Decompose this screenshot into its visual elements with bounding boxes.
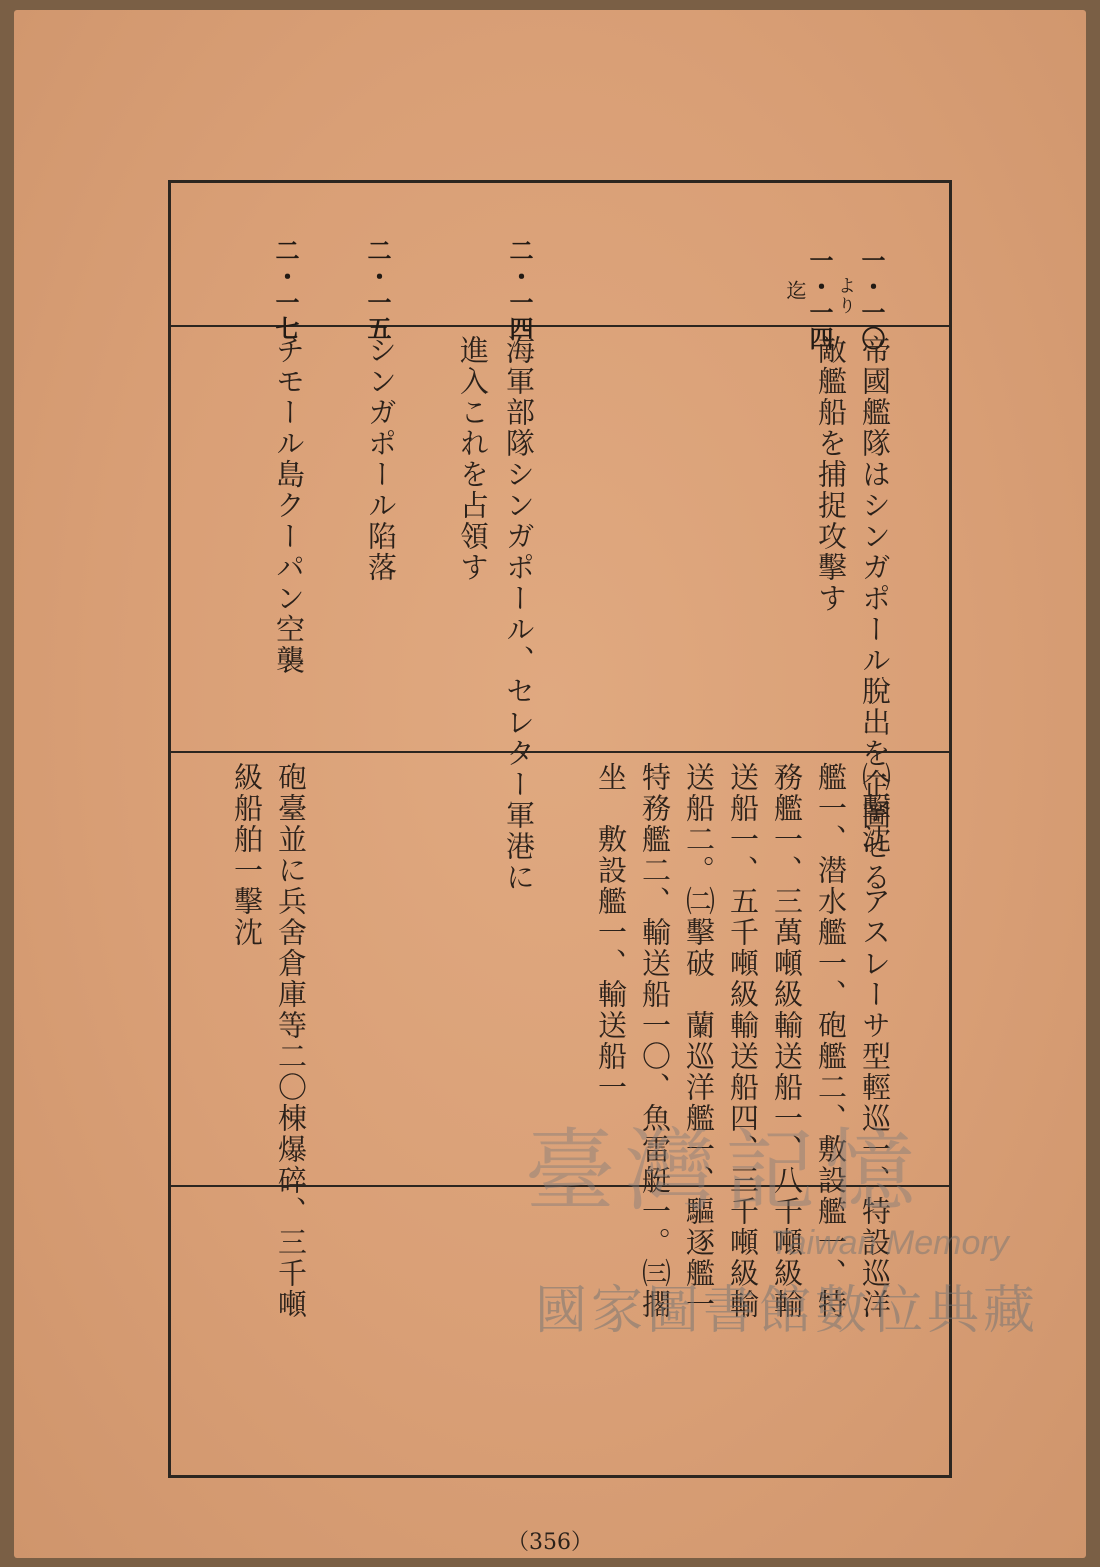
date-entry-4: 二・一七 [271,238,300,342]
result-1-line-2: 艦一、潜水艦一、砲艦二、敷設艦一、特 [814,762,848,1320]
event-2-line-1: 海軍部隊シンガポール、セレター軍港に [502,335,536,893]
result-1-line-4: 送船一、五千噸級輸送船四、三千噸級輸 [726,762,760,1320]
result-4-line-1: 砲臺並に兵舍倉庫等二〇棟爆碎、三千噸 [274,762,308,1320]
date-entry-2: 二・一四 [505,238,534,342]
date-entry-1-line-3: 一・一四 [805,248,834,352]
date-entry-1-line-1: 一・一〇 [857,248,886,352]
result-1-line-7: 坐 敷設艦一、輸送船一 [594,762,628,1103]
watermark-library-name: 國家圖書館數位典藏 [535,1281,1040,1341]
row-divider-events [171,751,949,753]
result-1-line-3: 務艦一、三萬噸級輸送船一、八千噸級輸 [770,762,804,1320]
watermark-english: Taiwan Memory [770,1224,1009,1262]
result-4-line-2: 級船舶一擊沈 [230,762,264,948]
event-4-line-1: チモール島クーパン空襲 [272,335,306,676]
date-entry-1-line-4: 迄 [783,280,807,302]
result-1-line-1: ㈠擊沈 アスレーサ型輕巡一、特設巡洋 [858,762,892,1320]
date-entry-1-line-2: より [835,276,856,316]
event-2-line-2: 進入これを占領す [456,335,490,583]
date-entry-3: 二・一五 [363,238,392,342]
result-1-line-6: 特務艦二、輸送船一〇、魚雷艇一。㈢擱 [638,762,672,1320]
event-1-line-1: 帝國艦隊はシンガポール脫出を企圖せる [858,335,892,893]
page-number: （356） [507,1530,593,1555]
event-1-line-2: 敵艦船を捕捉攻擊す [814,335,848,614]
watermark-logo-text: 臺灣記憶 [525,1119,925,1224]
event-3-line-1: シンガポール陷落 [364,335,398,583]
result-1-line-5: 送船二。㈡擊破 蘭巡洋艦一、驅逐艦一 [682,762,716,1320]
